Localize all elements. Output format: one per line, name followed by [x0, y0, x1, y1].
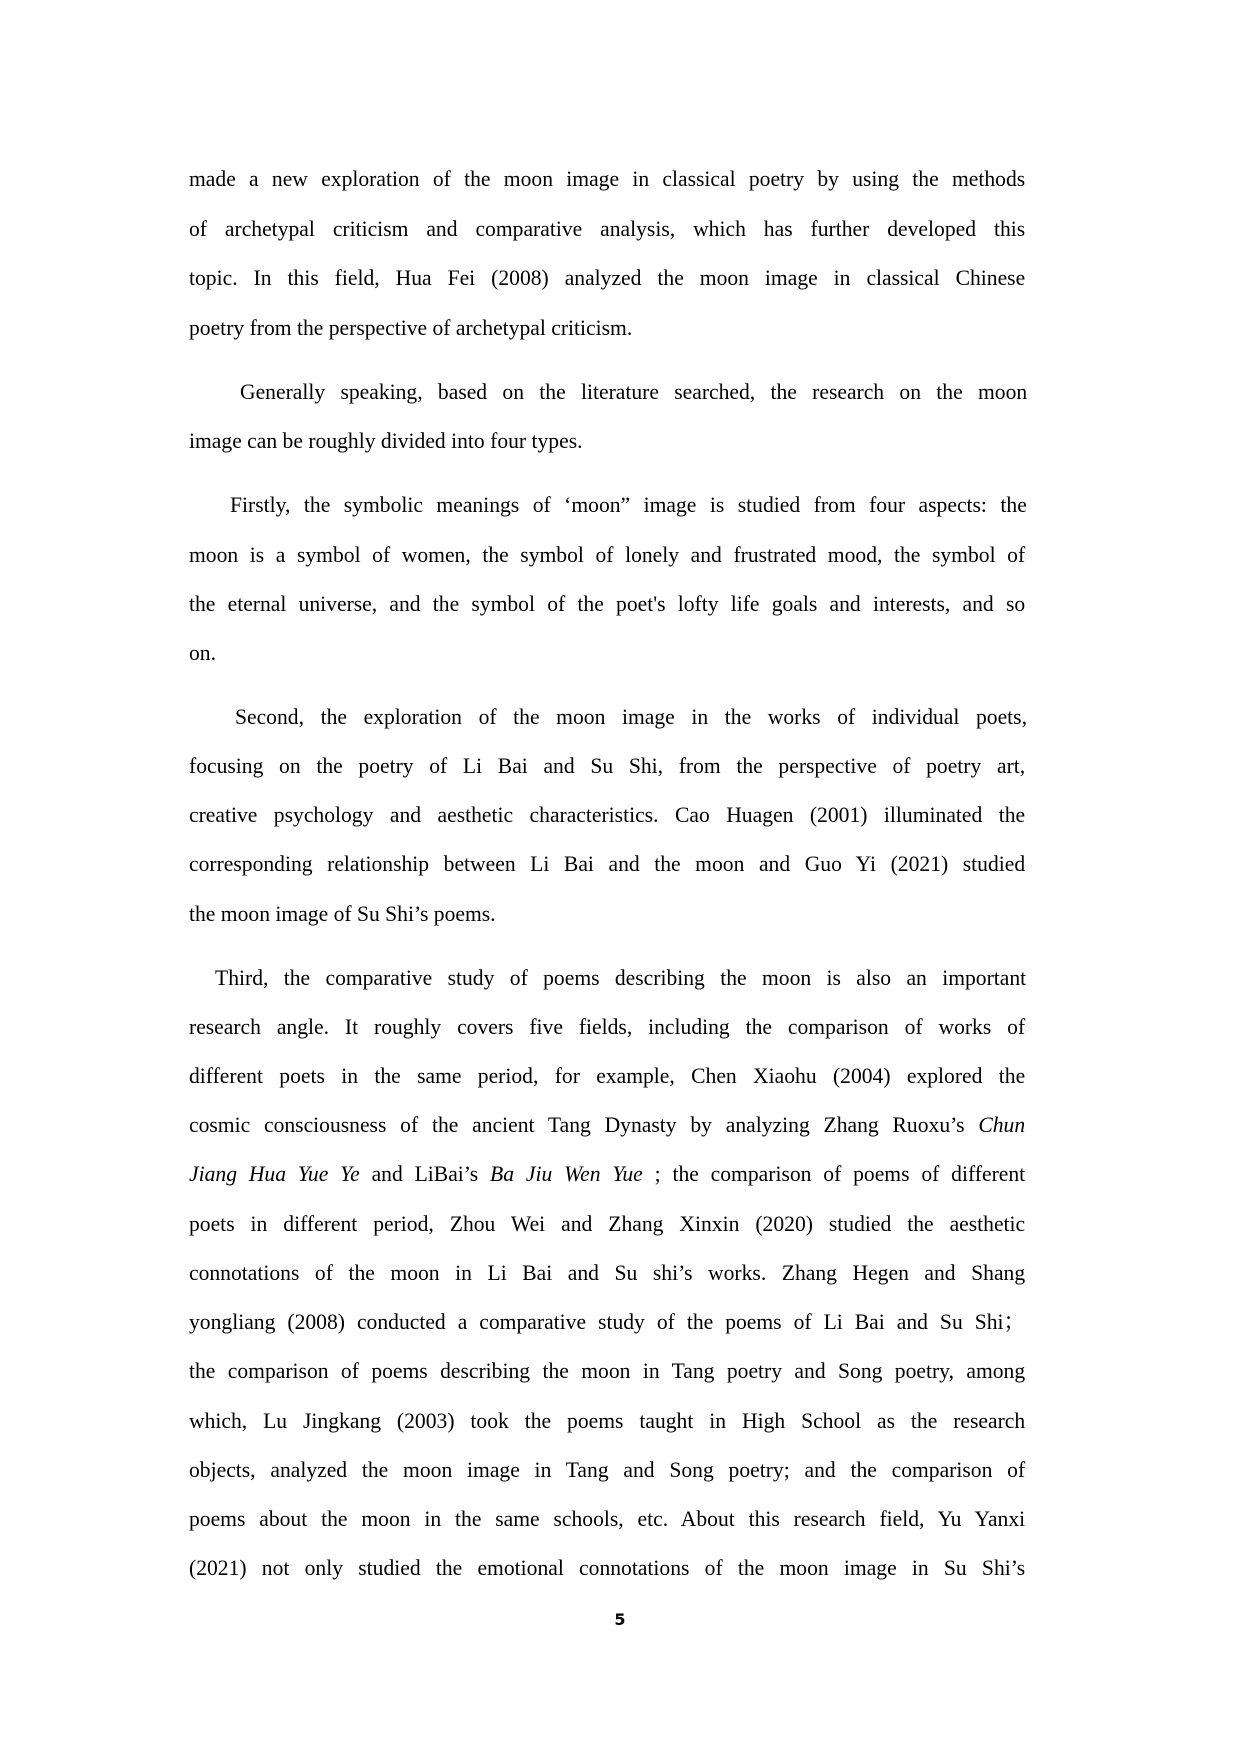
- line-text: and LiBai’s: [359, 1161, 491, 1186]
- paragraph-line: on.: [189, 640, 216, 665]
- paragraph-line: [189, 1159, 1025, 1189]
- paragraph-line: yongliang (2008) conducted a comparative study of the poems of Li Bai and Su Shi；: [189, 1309, 1026, 1334]
- paragraph-line: made a new exploration of the moon image in classical poetry by using the methods: [189, 166, 1026, 191]
- paragraph-line: the comparison of poems describing the moon in Tang poetry and Song poetry, among: [189, 1358, 1026, 1383]
- paragraph-line: the moon image of Su Shi’s poems.: [189, 901, 496, 926]
- paragraph-line: moon is a symbol of women, the symbol of lonely and frustrated mood, the symbol of: [189, 542, 1026, 567]
- paragraph-line: corresponding relationship between Li Bai and the moon and Guo Yi (2021) studied: [189, 851, 1026, 876]
- italic-title: Jiang Hua Yue Ye: [189, 1161, 360, 1186]
- line-text: cosmic consciousness of the ancient Tang Dynasty by analyzing Zhang Ruoxu’s: [189, 1112, 979, 1137]
- paragraph-line: poetry from the perspective of archetypal criticism.: [189, 315, 633, 340]
- paragraph-line: research angle. It roughly covers five fields, including the comparison of works of: [189, 1014, 1026, 1039]
- paragraph-line: creative psychology and aesthetic characteristics. Cao Huagen (2001) illuminated the: [189, 802, 1026, 827]
- paragraph-line: poems about the moon in the same schools, etc. About this research field, Yu Yanxi: [189, 1506, 1026, 1531]
- italic-title: Chun: [978, 1112, 1026, 1137]
- paragraph-line: objects, analyzed the moon image in Tang and Song poetry; and the comparison of: [189, 1457, 1026, 1482]
- paragraph-line: which, Lu Jingkang (2003) took the poems taught in High School as the research: [189, 1408, 1026, 1433]
- paragraph-line: focusing on the poetry of Li Bai and Su Shi, from the perspective of poetry art,: [189, 753, 1026, 778]
- paragraph-line: topic. In this field, Hua Fei (2008) analyzed the moon image in classical Chinese: [189, 265, 1026, 290]
- paragraph-line: image can be roughly divided into four types.: [189, 428, 583, 453]
- italic-title: Ba Jiu Wen Yue: [490, 1161, 643, 1186]
- paragraph-line: (2021) not only studied the emotional connotations of the moon image in Su Shi’s: [189, 1555, 1026, 1580]
- paragraph-line: of archetypal criticism and comparative analysis, which has further developed this: [189, 216, 1026, 241]
- paragraph-line: poets in different period, Zhou Wei and Zhang Xinxin (2020) studied the aesthetic: [189, 1211, 1026, 1236]
- line-text: ; the comparison of poems of different: [642, 1161, 1026, 1186]
- paragraph-line: connotations of the moon in Li Bai and Su shi’s works. Zhang Hegen and Shang: [189, 1260, 1026, 1285]
- paragraph-line: Second, the exploration of the moon image in the works of individual poets,: [235, 704, 1027, 729]
- paragraph-line: [189, 1110, 1025, 1140]
- paragraph-line: Third, the comparative study of poems describing the moon is also an important: [215, 965, 1027, 990]
- paragraph-line: Firstly, the symbolic meanings of ‘moon” image is studied from four aspects: the: [230, 492, 1027, 517]
- paragraph-line: the eternal universe, and the symbol of the poet's lofty life goals and interests, and so: [189, 591, 1026, 616]
- page-number: 5: [614, 1610, 626, 1629]
- paragraph-line: Generally speaking, based on the literature searched, the research on the moon: [240, 379, 1028, 404]
- paragraph-line: different poets in the same period, for example, Chen Xiaohu (2004) explored the: [189, 1063, 1026, 1088]
